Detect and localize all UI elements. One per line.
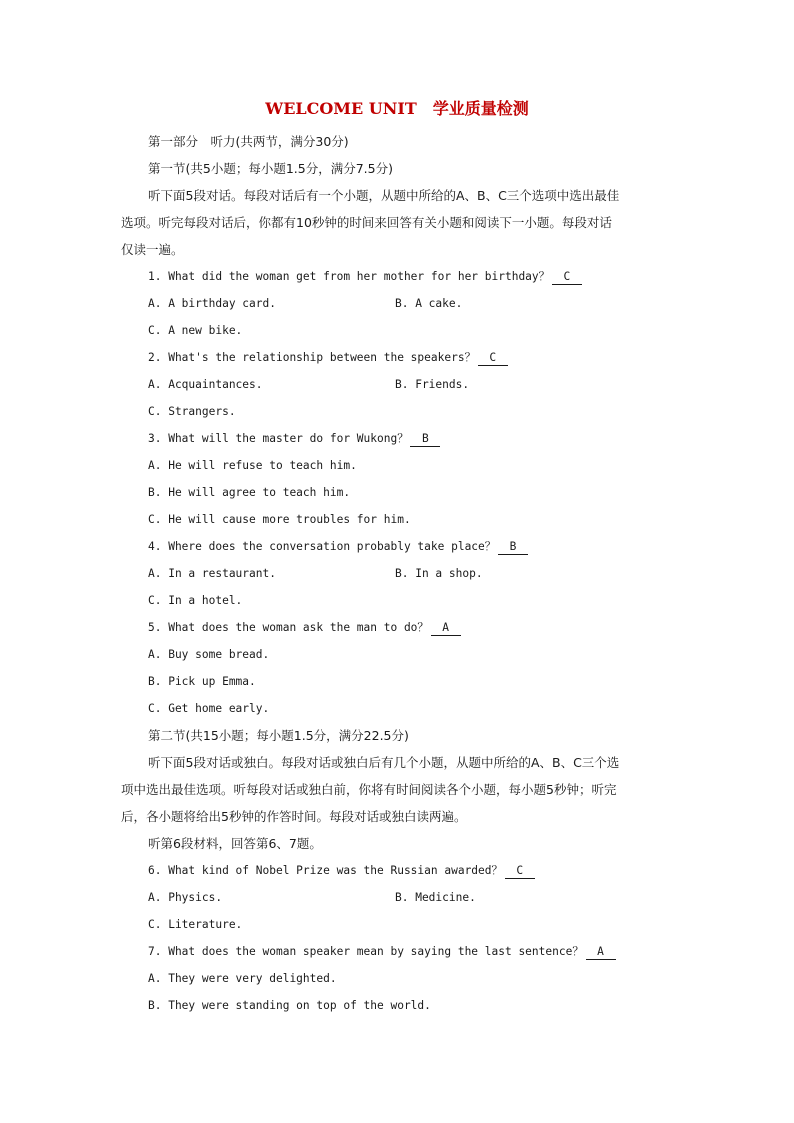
question-text: 1. What did the woman get from her mother for her birthday？ bbox=[148, 270, 550, 283]
answer-blank: A bbox=[586, 945, 616, 960]
option-a: A. He will refuse to teach him. bbox=[148, 459, 357, 472]
option-b: B. They were standing on top of the world. bbox=[148, 999, 431, 1012]
question-text: 2. What's the relationship between the speakers？ bbox=[148, 351, 476, 364]
question-text: 3. What will the master do for Wukong？ bbox=[148, 432, 409, 445]
option-c: C. Get home early. bbox=[148, 702, 270, 715]
title-english: WELCOME UNIT bbox=[265, 99, 417, 118]
instruction-line: 听下面5段对话。每段对话后有一个小题，从题中所给的A、B、C三个选项中选出最佳 bbox=[148, 188, 620, 203]
question-2 bbox=[148, 344, 708, 371]
option-b: B. Medicine. bbox=[395, 891, 476, 904]
instruction-line: 选项。听完每段对话后，你都有10秒钟的时间来回答有关小题和阅读下一小题。每段对话 bbox=[121, 215, 612, 230]
instruction-line: 后，各小题将给出5秒钟的作答时间。每段对话或独白读两遍。 bbox=[121, 809, 467, 824]
section2-heading: 第二节(共15小题；每小题1.5分，满分22.5分) bbox=[148, 728, 409, 743]
instruction-line: 项中选出最佳选项。听每段对话或独白前，你将有时间阅读各个小题，每小题5秒钟；听完 bbox=[121, 782, 617, 797]
document-body bbox=[121, 128, 708, 1019]
question-1 bbox=[148, 263, 708, 290]
material-6-heading: 听第6段材料，回答第6、7题。 bbox=[148, 836, 322, 851]
option-c: C. Strangers. bbox=[148, 405, 236, 418]
question-7 bbox=[148, 938, 708, 965]
option-b: B. Pick up Emma. bbox=[148, 675, 256, 688]
section2-instructions bbox=[121, 749, 681, 830]
answer-blank: C bbox=[552, 270, 582, 285]
option-a: A. In a restaurant. bbox=[148, 567, 276, 580]
option-b: B. A cake. bbox=[395, 297, 463, 310]
options-row bbox=[148, 884, 708, 911]
instruction-line: 仅读一遍。 bbox=[121, 242, 184, 257]
page-title bbox=[0, 96, 794, 119]
answer-blank: B bbox=[410, 432, 440, 447]
answer-blank: A bbox=[431, 621, 461, 636]
instruction-line: 听下面5段对话或独白。每段对话或独白后有几个小题，从题中所给的A、B、C三个选 bbox=[148, 755, 620, 770]
question-3 bbox=[148, 425, 708, 452]
question-text: 4. Where does the conversation probably take place？ bbox=[148, 540, 496, 553]
options-row bbox=[148, 290, 708, 317]
question-5 bbox=[148, 614, 708, 641]
option-a: A. Physics. bbox=[148, 891, 223, 904]
question-text: 7. What does the woman speaker mean by saying the last sentence？ bbox=[148, 945, 584, 958]
option-c: C. He will cause more troubles for him. bbox=[148, 513, 411, 526]
question-text: 5. What does the woman ask the man to do？ bbox=[148, 621, 429, 634]
option-a: A. Buy some bread. bbox=[148, 648, 270, 661]
answer-blank: C bbox=[505, 864, 535, 879]
answer-blank: C bbox=[478, 351, 508, 366]
question-4 bbox=[148, 533, 708, 560]
section1-instructions bbox=[121, 182, 681, 263]
title-chinese: 学业质量检测 bbox=[432, 99, 529, 118]
option-a: A. They were very delighted. bbox=[148, 972, 337, 985]
option-b: B. Friends. bbox=[395, 378, 470, 391]
option-c: C. In a hotel. bbox=[148, 594, 243, 607]
options-row bbox=[148, 560, 708, 587]
question-text: 6. What kind of Nobel Prize was the Russian awarded？ bbox=[148, 864, 503, 877]
option-c: C. A new bike. bbox=[148, 324, 243, 337]
answer-blank: B bbox=[498, 540, 528, 555]
option-a: A. A birthday card. bbox=[148, 297, 276, 310]
question-6 bbox=[148, 857, 708, 884]
section1-heading: 第一节(共5小题；每小题1.5分，满分7.5分) bbox=[148, 161, 393, 176]
part1-heading: 第一部分 听力(共两节，满分30分) bbox=[148, 134, 349, 149]
option-a: A. Acquaintances. bbox=[148, 378, 263, 391]
option-b: B. He will agree to teach him. bbox=[148, 486, 351, 499]
option-c: C. Literature. bbox=[148, 918, 243, 931]
option-b: B. In a shop. bbox=[395, 567, 483, 580]
options-row bbox=[148, 371, 708, 398]
